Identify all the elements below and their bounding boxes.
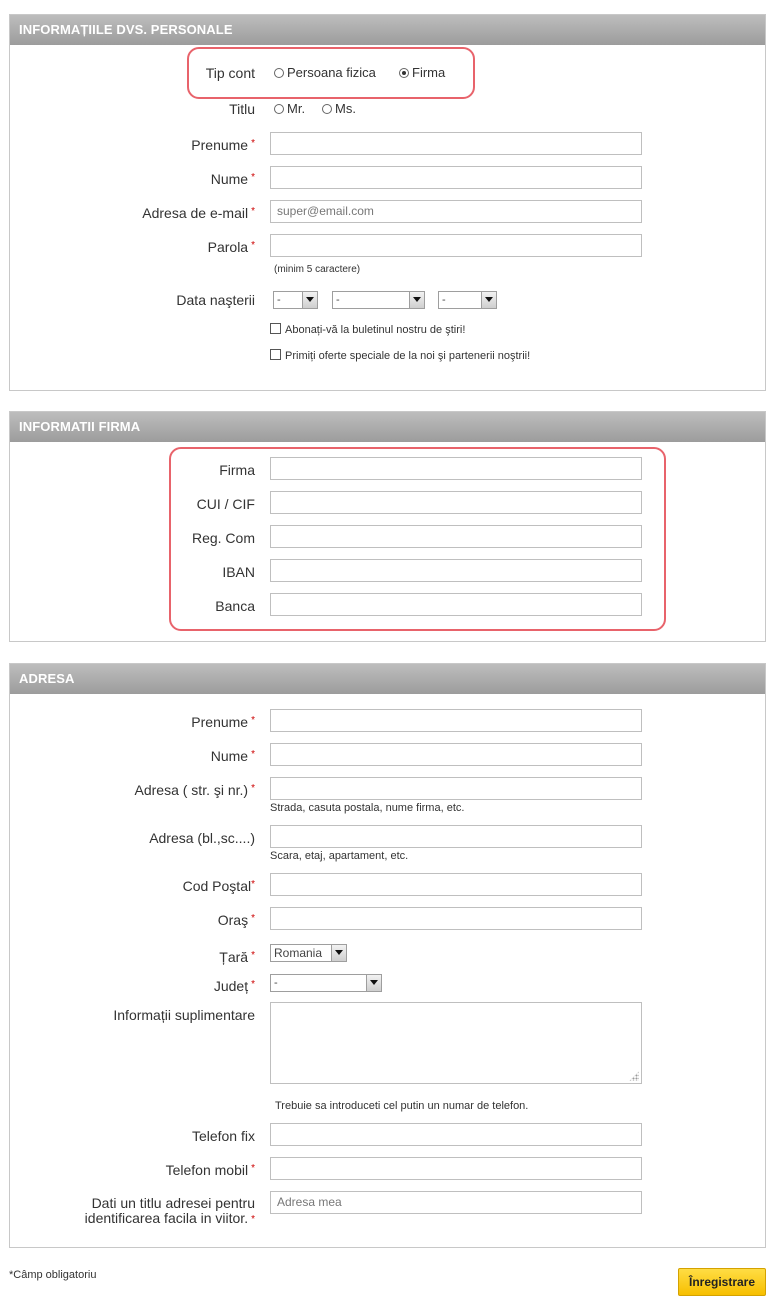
- offers-checkbox[interactable]: [270, 349, 281, 360]
- landline-input[interactable]: [270, 1123, 642, 1146]
- address-header: ADRESA: [10, 664, 765, 694]
- password-hint: (minim 5 caractere): [274, 264, 361, 275]
- address-first-name-input[interactable]: [270, 709, 642, 732]
- iban-label: IBAN: [222, 564, 255, 580]
- title-mr[interactable]: [274, 101, 305, 116]
- required-star: *: [251, 913, 255, 924]
- reg-com-input[interactable]: [270, 525, 642, 548]
- address-last-name-label: [211, 748, 255, 764]
- company-name-input[interactable]: [270, 457, 642, 480]
- birth-year-value: -: [442, 294, 446, 306]
- address-line1-label: [135, 782, 256, 798]
- county-label-text: Județ: [213, 978, 249, 994]
- address-line1-hint: Strada, casuta postala, nume firma, etc.: [270, 802, 465, 814]
- required-star: *: [251, 1214, 255, 1225]
- required-star: *: [251, 172, 255, 183]
- address-line1-input[interactable]: [270, 777, 642, 800]
- landline-label: Telefon fix: [191, 1128, 255, 1144]
- title-label: Titlu: [229, 101, 255, 117]
- birth-day-value: -: [277, 294, 281, 306]
- county-select[interactable]: [270, 974, 382, 992]
- address-first-name-label-text: Prenume: [191, 714, 249, 730]
- additional-info-label: Informații suplimentare: [113, 1007, 255, 1023]
- country-select[interactable]: [270, 944, 347, 962]
- birth-month-value: -: [336, 294, 340, 306]
- address-alias-input[interactable]: Adresa mea: [270, 1191, 642, 1214]
- required-star: *: [251, 749, 255, 760]
- ms-label: Ms.: [335, 101, 356, 116]
- company-info-header: INFORMATII FIRMA: [10, 412, 765, 442]
- first-name-label-text: Prenume: [191, 137, 249, 153]
- phone-requirement-hint: Trebuie sa introduceti cel putin un numar de telefon.: [275, 1100, 529, 1112]
- email-input[interactable]: super@email.com: [270, 200, 642, 223]
- newsletter-checkbox[interactable]: [270, 323, 281, 334]
- additional-info-textarea[interactable]: [270, 1002, 642, 1084]
- chevron-down-icon: [366, 975, 381, 991]
- address-alias-label-line2: identificarea facila in viitor.: [84, 1210, 249, 1226]
- city-label-text: Oraş: [217, 912, 249, 928]
- firma-option-label: Firma: [412, 65, 446, 80]
- last-name-label-text: Nume: [210, 171, 249, 187]
- birth-day-select[interactable]: [273, 291, 318, 309]
- required-star: *: [251, 979, 255, 990]
- required-field-note: *Câmp obligatoriu: [9, 1269, 97, 1281]
- radio-firma[interactable]: [399, 68, 409, 78]
- chevron-down-icon: [409, 292, 424, 308]
- mobile-label-text: Telefon mobil: [165, 1162, 249, 1178]
- last-name-label: [211, 171, 255, 187]
- first-name-input[interactable]: [270, 132, 642, 155]
- chevron-down-icon: [331, 945, 346, 961]
- bank-label: Banca: [215, 598, 255, 614]
- birth-month-select[interactable]: [332, 291, 425, 309]
- register-button[interactable]: Înregistrare: [678, 1268, 766, 1296]
- cui-input[interactable]: [270, 491, 642, 514]
- password-label-text: Parola: [207, 239, 249, 255]
- radio-persoana-fizica[interactable]: [274, 68, 284, 78]
- last-name-input[interactable]: [270, 166, 642, 189]
- country-label-text: Țară: [219, 949, 249, 965]
- bank-input[interactable]: [270, 593, 642, 616]
- country-label: [219, 949, 255, 965]
- birth-date-label: Data naşterii: [176, 292, 255, 308]
- resize-grip-icon[interactable]: [629, 1071, 639, 1081]
- password-label: [208, 239, 255, 255]
- radio-ms[interactable]: [322, 104, 332, 114]
- account-type-firma[interactable]: [399, 65, 445, 80]
- mobile-label: [166, 1162, 255, 1178]
- company-name-label: Firma: [219, 462, 255, 478]
- required-star: *: [251, 783, 255, 794]
- county-value: -: [274, 977, 278, 989]
- newsletter-option[interactable]: [270, 324, 465, 336]
- postal-code-label-text: Cod Poştal: [182, 878, 252, 894]
- title-ms[interactable]: [322, 101, 356, 116]
- required-star: *: [251, 715, 255, 726]
- address-alias-label: [85, 1196, 255, 1226]
- offers-option[interactable]: [270, 350, 530, 362]
- email-label: [142, 205, 255, 221]
- persoana-fizica-label: Persoana fizica: [287, 65, 376, 80]
- postal-code-label: [183, 878, 255, 894]
- mobile-input[interactable]: [270, 1157, 642, 1180]
- chevron-down-icon: [481, 292, 496, 308]
- password-input[interactable]: [270, 234, 642, 257]
- iban-input[interactable]: [270, 559, 642, 582]
- first-name-label: [191, 137, 255, 153]
- address-line2-hint: Scara, etaj, apartament, etc.: [270, 850, 409, 862]
- newsletter-label: Abonați-vă la buletinul nostru de ştiri!: [285, 324, 466, 336]
- birth-year-select[interactable]: [438, 291, 497, 309]
- postal-code-input[interactable]: [270, 873, 642, 896]
- address-line2-input[interactable]: [270, 825, 642, 848]
- required-star: *: [251, 879, 255, 890]
- country-value: Romania: [274, 946, 323, 960]
- address-alias-label-line1: Dati un titlu adresei pentru: [91, 1195, 255, 1211]
- city-input[interactable]: [270, 907, 642, 930]
- city-label: [218, 912, 255, 928]
- address-last-name-input[interactable]: [270, 743, 642, 766]
- reg-com-label: Reg. Com: [191, 530, 255, 546]
- address-last-name-label-text: Nume: [210, 748, 249, 764]
- radio-mr[interactable]: [274, 104, 284, 114]
- required-star: *: [251, 240, 255, 251]
- required-star: *: [251, 206, 255, 217]
- offers-label: Primiți oferte speciale de la noi şi partenerii noştrii!: [285, 350, 531, 362]
- chevron-down-icon: [302, 292, 317, 308]
- address-first-name-label: [191, 714, 255, 730]
- email-label-text: Adresa de e-mail: [142, 205, 249, 221]
- required-star: *: [251, 138, 255, 149]
- account-type-label: Tip cont: [205, 65, 255, 81]
- mr-label: Mr.: [287, 101, 306, 116]
- required-star: *: [251, 950, 255, 961]
- account-type-persoana-fizica[interactable]: [274, 65, 376, 80]
- required-star: *: [251, 1163, 255, 1174]
- address-line2-label: Adresa (bl.,sc....): [149, 830, 255, 846]
- personal-info-header: INFORMAȚIILE DVS. PERSONALE: [10, 15, 765, 45]
- cui-label: CUI / CIF: [196, 496, 255, 512]
- county-label: [214, 978, 255, 994]
- address-line1-label-text: Adresa ( str. şi nr.): [134, 782, 249, 798]
- address-alias-label-line2-wrap: [85, 1211, 255, 1226]
